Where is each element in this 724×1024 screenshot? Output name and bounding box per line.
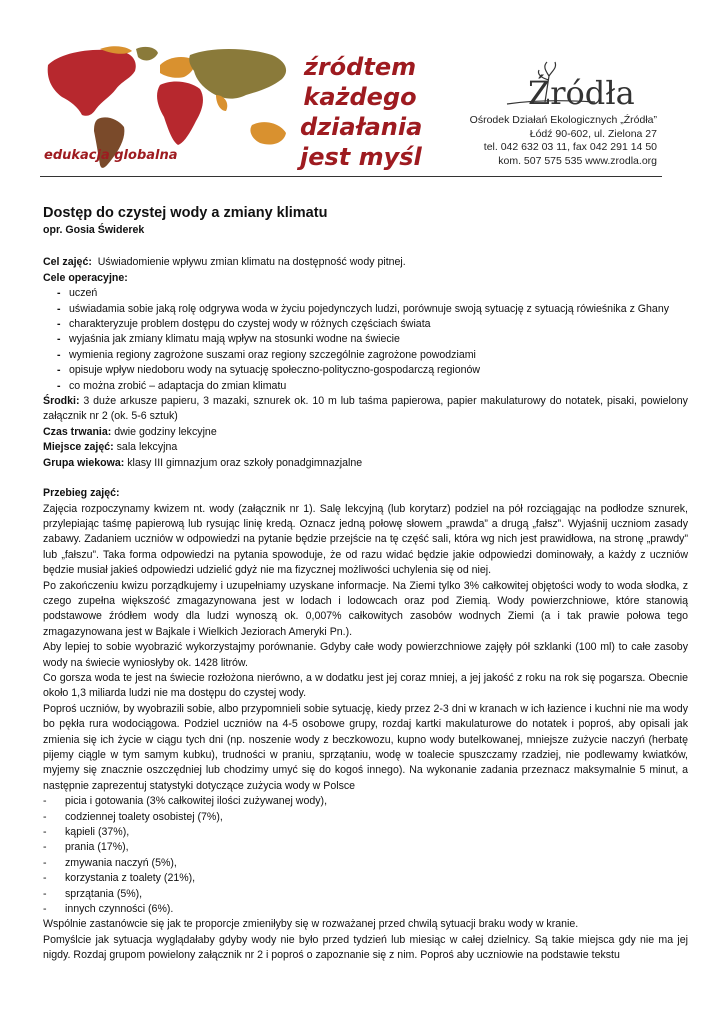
contact-web: kom. 507 575 535 www.zrodla.org [498, 154, 657, 167]
page-header [0, 0, 724, 185]
document-body [43, 203, 688, 964]
goal [43, 255, 688, 270]
list-item: - uświadamia sobie jaką rolę odgrywa woda w życiu pojedynczych ludzi, porównuje swoją sytuację z sytuacją rówieśnika z Ghany [43, 302, 688, 317]
paragraph: Zajęcia rozpoczynamy kwizem nt. wody (załącznik nr 1). Salę lekcyjną (lub korytarz) podziel na pół rozciągając na podłodze sznurek, przylepiając taśmę papierową lub rysując linię kredą. Oznacz jedną połowę słowem „prawda” a drugą „fałsz”. Wyjaśnij uczniom zasady zabawy. Zadaniem uczniów w odpowiedzi na pytanie będzie przejście na tę część sali, która wg nich jest prawidłowa, na stronę „prawdy” lub „fałszu”. Taka forma odpowiedzi na pytania spowoduje, że od razu widać będzie jakie odpowiedzi dominowały, a każdy z uczniów będzie musiał jakieś odpowiedzi udzielić gdyż nie ma fizycznej możliwości uchylenia się od niej. [43, 502, 688, 577]
brand-name: Źródła [528, 74, 635, 112]
resources-label: Środki: [43, 395, 80, 408]
goal-text: Uświadomienie wpływu zmian klimatu na dostępność wody pitnej. [97, 256, 406, 269]
contact-phone: tel. 042 632 03 11, fax 042 291 14 50 [483, 141, 657, 154]
list-item: - zmywania naczyń (5%), [43, 856, 688, 871]
page-title: Dostęp do czystej wody a zmiany klimatu [43, 205, 328, 221]
list-item: - sprzątania (5%), [43, 887, 688, 902]
age-label: Grupa wiekowa: [43, 456, 125, 469]
course-label: Przebieg zajęć: [43, 487, 120, 500]
contact-org: Ośrodek Działań Ekologicznych „Źródła” [469, 114, 657, 126]
slogan-line: źródtem [303, 53, 417, 81]
list-item: - kąpieli (37%), [43, 825, 688, 840]
paragraph: Poproś uczniów, by wyobrazili sobie, albo przypomnieli sobie sytuację, kiedy przez 2-3 dni w kranach w ich łazience i kuchni nie ma wody bo pękła rura wodociągowa. Podziel uczniów na 4-5 osobowe grupy, rozdaj kartki makulaturowe do notatek i poproś, aby opisali jak zmienia się ich życie w ciągu tych dni (np. noszenie wody z beczkowozu, kupno wody butelkowanej, mniejsze zużycie naczyń (herbatę pijemy ciągle w tym samym kubku), trudności w praniu, sprzątaniu, wodę w toalecie spuszczamy rzadziej, nie podlewamy kwiatków, myjemy się znacznie oszczędniej lub chodzimy umyć się do kogoś innego). Na wykonanie zadania przeznacz maksymalnie 5 minut, a następnie zaprezentuj statystyki dotyczące zużycia wody w Polsce [43, 702, 688, 792]
list-item: - codziennej toalety osobistej (7%), [43, 810, 688, 825]
paragraph: Co gorsza woda te jest na świecie rozłożona nierówno, a w dodatku jest jej coraz mniej, a jej jakość z roku na rok się pogarsza. Obecnie około 1,3 miliarda ludzi nie ma dostępu do czystej wody. [43, 671, 688, 700]
age-text: klasy III gimnazjum oraz szkoły ponadgimnazjalne [127, 456, 363, 469]
usage-list [43, 794, 688, 917]
contact-block [470, 114, 657, 168]
list-item: - opisuje wpływ niedoboru wody na sytuację społeczno-polityczno-gospodarczą regionów [43, 363, 688, 378]
slogan-line: jest myśl [300, 143, 422, 171]
paragraph: Wspólnie zastanówcie się jak te proporcje zmieniłyby się w rozważanej przed chwilą sytuacji braku wody w kranie. [43, 918, 579, 931]
list-item: - uczeń [43, 286, 688, 301]
duration-label: Czas trwania: [43, 425, 112, 438]
duration-text: dwie godziny lekcyjne [114, 425, 217, 438]
ops-label: Cele operacyjne: [43, 271, 128, 284]
place-text: sala lekcyjna [116, 441, 178, 454]
header-divider [40, 176, 662, 177]
slogan [300, 52, 423, 172]
duration [43, 425, 688, 440]
age-group [43, 456, 688, 471]
list-item: - innych czynności (6%). [43, 902, 688, 917]
author: opr. Gosia Świderek [43, 224, 145, 236]
paragraph: Po zakończeniu kwizu porządkujemy i uzupełniamy uzyskane informacje. Na Ziemi tylko 3% całkowitej objętości wody to woda słodka, z czego zupełna większość zmagazynowana jest w lodach i lodowcach oraz pod Ziemią. Wody powierzchniowe, które stanowią podstawowe źródłem wody dla ludzi wynoszą ok. 0,007% całkowitych zasobów wodnych Ziemi (a i tak prawie połowa tego zmagazynowana jest w Bajkale i Wielkich Jeziorach Ameryki Pn.). [43, 579, 688, 638]
list-item: - charakteryzuje problem dostępu do czystej wody w różnych częściach świata [43, 317, 688, 332]
place-label: Miejsce zajęć: [43, 441, 114, 454]
resources-text: 3 duże arkusze papieru, 3 mazaki, sznurek ok. 10 m lub taśma papierowa, papier makulaturowy do notatek, pisaki, powielony załącznik nr 2 (ok. 5-6 sztuk) [43, 395, 688, 423]
paragraph: Pomyślcie jak sytuacja wyglądałaby gdyby wody nie było przed tydzień lub miesiąc w całej dzielnicy. Są takie miejsca gdy nie ma jej nigdy. Rozdaj grupom powielony załącznik nr 2 i poproś o zapoznanie się z nim. Poproś aby uczniowie na podstawie tekstu [43, 933, 688, 962]
paragraph: Aby lepiej to sobie wyobrazić wykorzystajmy porównanie. Gdyby całe wody powierzchniowe zajęły pół szklanki (100 ml) to całe zasoby wody na świecie wyniosłyby ok. 1428 litrów. [43, 641, 688, 669]
place [43, 440, 688, 455]
course-heading [43, 486, 688, 501]
ops-list [43, 286, 688, 394]
contact-address: Łódź 90-602, ul. Zielona 27 [529, 127, 657, 140]
resources [43, 394, 688, 425]
list-item: - prania (17%), [43, 840, 688, 855]
list-item: - picia i gotowania (3% całkowitej ilości zużywanej wody), [43, 794, 688, 809]
goal-label: Cel zajęć: [43, 256, 92, 269]
list-item: - wymienia regiony zagrożone suszami oraz regiony szczególnie zagrożone powodziami [43, 348, 688, 363]
ops-heading [43, 271, 688, 286]
list-item: - co można zrobić – adaptacja do zmian klimatu [43, 379, 688, 394]
slogan-line: działania [300, 113, 423, 141]
slogan-line: każdego [303, 83, 417, 111]
list-item: - wyjaśnia jak zmiany klimatu mają wpływ na stosunki wodne na świecie [43, 332, 688, 347]
badge-text: edukacja globalna [44, 148, 178, 163]
list-item: - korzystania z toalety (21%), [43, 871, 688, 886]
